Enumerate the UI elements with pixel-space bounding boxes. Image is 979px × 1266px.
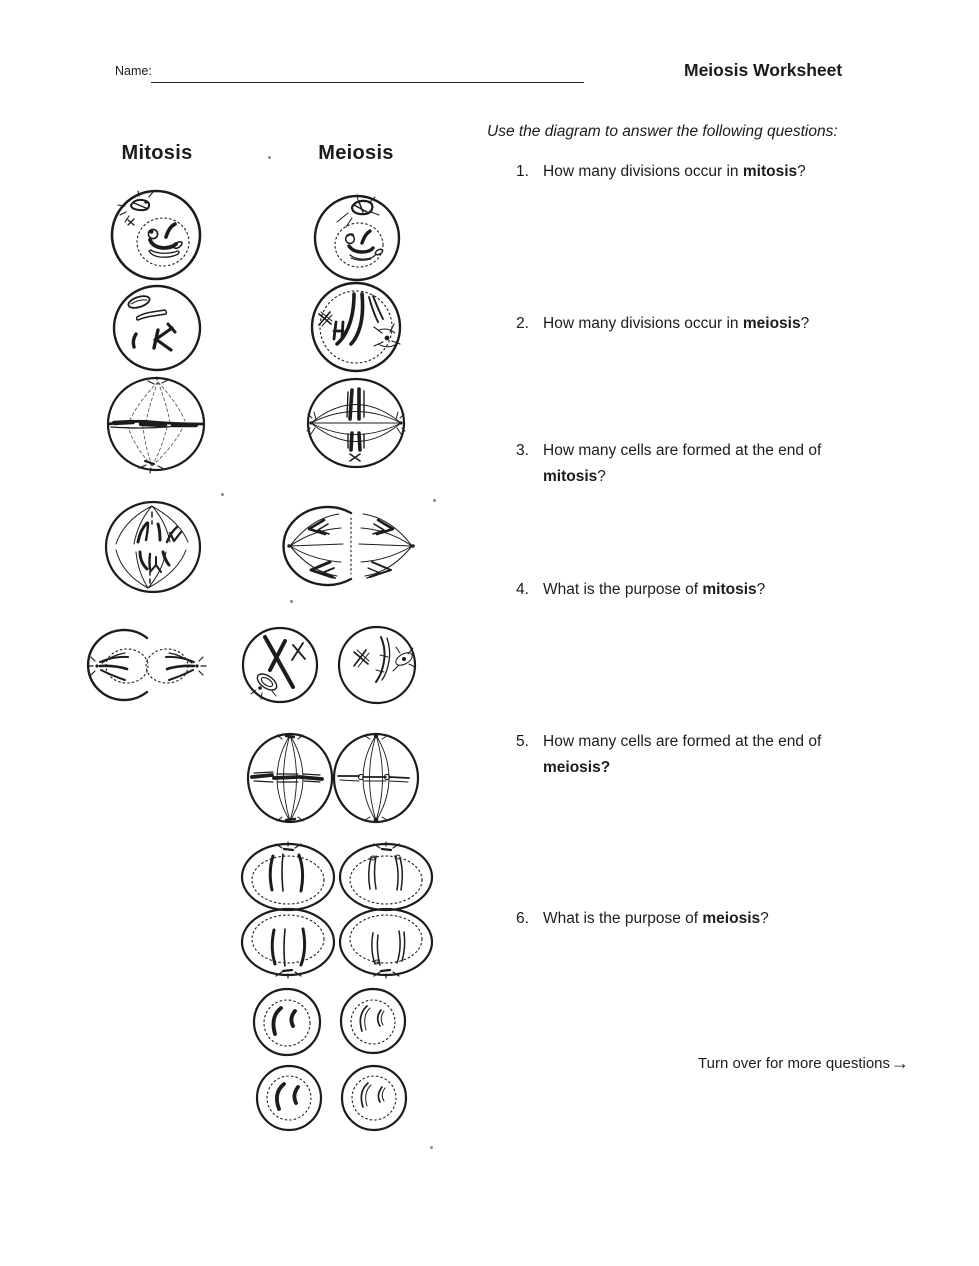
question-3-number: 3.	[516, 442, 529, 459]
scan-speck	[290, 600, 293, 603]
question-1-text: How many divisions occur in mitosis?	[543, 163, 806, 180]
question-3	[516, 438, 863, 489]
question-5-number: 5.	[516, 733, 529, 750]
question-4-number: 4.	[516, 581, 529, 598]
question-6	[516, 906, 863, 932]
scan-speck	[268, 156, 271, 159]
question-5	[516, 729, 863, 780]
question-3-text: How many cells are formed at the end of mitosis?	[543, 442, 822, 485]
mitosis-prophase-cell	[112, 283, 204, 373]
question-4-text: What is the purpose of mitosis?	[543, 581, 766, 598]
question-6-number: 6.	[516, 910, 529, 927]
meiosis-interphase-cell	[312, 193, 402, 283]
right-arrow-icon: →	[891, 1053, 910, 1073]
meiosis-metaphase1-cell	[306, 377, 406, 470]
column-header-meiosis: Meiosis	[318, 142, 394, 164]
mitosis-interphase-cell	[108, 188, 204, 284]
question-2-number: 2.	[516, 315, 529, 332]
name-label: Name:	[115, 64, 152, 78]
scan-speck	[221, 493, 224, 496]
meiosis-metaphase2-cells	[246, 731, 420, 825]
mitosis-telophase-cells	[85, 622, 209, 708]
instructions-text: Use the diagram to answer the following questions:	[487, 123, 838, 140]
turn-over-note	[698, 1053, 909, 1074]
question-5-text: How many cells are formed at the end of meiosis?	[543, 733, 822, 776]
mitosis-metaphase-cell	[106, 376, 206, 472]
scan-speck	[433, 499, 436, 502]
name-blank-line	[151, 66, 584, 83]
question-2	[516, 311, 863, 337]
turn-over-text: Turn over for more questions	[698, 1055, 891, 1072]
meiosis-anaphase1-cells	[277, 500, 425, 592]
meiosis-final-four-cells	[250, 986, 412, 1134]
question-6-text: What is the purpose of meiosis?	[543, 910, 769, 927]
question-1-number: 1.	[516, 163, 529, 180]
meiosis-prophase1-cell	[309, 281, 403, 374]
meiosis-telophase1-cells	[242, 625, 416, 707]
column-header-mitosis: Mitosis	[121, 142, 193, 164]
question-1	[516, 159, 863, 185]
page-title: Meiosis Worksheet	[684, 60, 843, 80]
mitosis-anaphase-cell	[104, 500, 202, 594]
question-4	[516, 577, 863, 603]
question-2-text: How many divisions occur in meiosis?	[543, 315, 810, 332]
meiosis-anaphase2-cells	[238, 841, 436, 979]
scan-speck	[430, 1146, 433, 1149]
